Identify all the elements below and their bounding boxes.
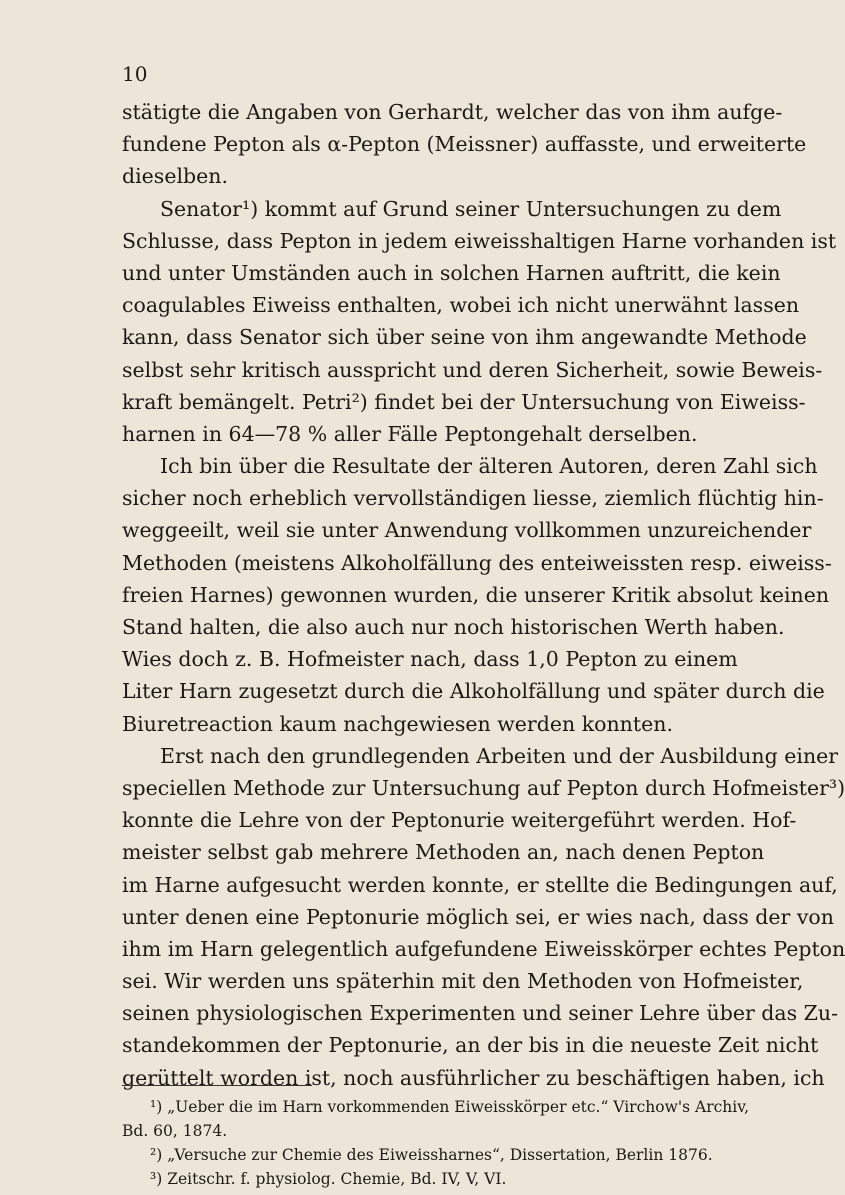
footnote-divider bbox=[122, 1085, 312, 1086]
body-text bbox=[122, 96, 845, 1094]
text-line: Liter Harn zugesetzt durch die Alkoholfällung und später durch die bbox=[122, 679, 825, 704]
text-line: Stand halten, die also auch nur noch historischen Werth haben. bbox=[122, 615, 785, 639]
text-line: Schlusse, dass Pepton in jedem eiweisshaltigen Harne vorhanden ist bbox=[122, 228, 837, 253]
text-line: ihm im Harn gelegentlich aufgefundene Eiweisskörper echtes Pepton bbox=[122, 936, 845, 961]
text-line: Senator¹) kommt auf Grund seiner Untersuchungen zu dem bbox=[160, 196, 782, 221]
text-line: speciellen Methode zur Untersuchung auf Pepton durch Hofmeister³) bbox=[122, 775, 845, 800]
text-line: coagulables Eiweiss enthalten, wobei ich nicht unerwähnt lassen bbox=[122, 293, 800, 318]
text-line: harnen in 64—78 % aller Fälle Peptongehalt derselben. bbox=[122, 421, 698, 446]
footnote-line: ¹) „Ueber die im Harn vorkommenden Eiweisskörper etc.“ Virchow's Archiv, bbox=[150, 1098, 750, 1116]
text-line: stätigte die Angaben von Gerhardt, welcher das von ihm aufge- bbox=[122, 100, 783, 124]
text-line: sei. Wir werden uns späterhin mit den Methoden von Hofmeister, bbox=[122, 969, 804, 994]
text-line: seinen physiologischen Experimenten und seiner Lehre über das Zu- bbox=[122, 1001, 839, 1026]
text-line: freien Harnes) gewonnen wurden, die unserer Kritik absolut keinen bbox=[122, 582, 830, 607]
text-line: standekommen der Peptonurie, an der bis in die neueste Zeit nicht bbox=[122, 1033, 819, 1058]
text-line: Erst nach den grundlegenden Arbeiten und der Ausbildung einer bbox=[160, 743, 839, 768]
text-line: konnte die Lehre von der Peptonurie weitergeführt werden. Hof- bbox=[122, 808, 797, 833]
footnotes bbox=[122, 1095, 750, 1191]
text-line: unter denen eine Peptonurie möglich sei, er wies nach, dass der von bbox=[122, 904, 834, 929]
text-line: weggeeilt, weil sie unter Anwendung vollkommen unzureichender bbox=[122, 518, 812, 543]
text-line: und unter Umständen auch in solchen Harnen auftritt, die kein bbox=[122, 260, 781, 285]
page-number: 10 bbox=[122, 62, 148, 86]
text-line: kann, dass Senator sich über seine von ihm angewandte Methode bbox=[122, 325, 807, 350]
text-line: gerüttelt worden ist, noch ausführlicher zu beschäftigen haben, ich bbox=[122, 1065, 825, 1090]
text-line: Methoden (meistens Alkoholfällung des enteiweissten resp. eiweiss- bbox=[122, 550, 832, 575]
text-line: fundene Pepton als α-Pepton (Meissner) auffasste, und erweiterte bbox=[122, 132, 807, 157]
text-line: selbst sehr kritisch ausspricht und deren Sicherheit, sowie Beweis- bbox=[122, 357, 823, 382]
text-line: im Harne aufgesucht werden konnte, er stellte die Bedingungen auf, bbox=[122, 872, 838, 897]
text-line: Ich bin über die Resultate der älteren Autoren, deren Zahl sich bbox=[160, 454, 818, 479]
text-line: Wies doch z. B. Hofmeister nach, dass 1,0 Pepton zu einem bbox=[122, 647, 738, 672]
text-line: dieselben. bbox=[122, 164, 228, 189]
text-line: Biuretreaction kaum nachgewiesen werden konnten. bbox=[122, 711, 673, 736]
text-line: meister selbst gab mehrere Methoden an, nach denen Pepton bbox=[122, 840, 765, 865]
footnote-line: ²) „Versuche zur Chemie des Eiweissharnes“, Dissertation, Berlin 1876. bbox=[150, 1146, 713, 1164]
footnote-line: Bd. 60, 1874. bbox=[122, 1122, 228, 1140]
text-line: kraft bemängelt. Petri²) findet bei der Untersuchung von Eiweiss- bbox=[122, 389, 806, 414]
footnote-line: ³) Zeitschr. f. physiolog. Chemie, Bd. IV, V, VI. bbox=[150, 1170, 507, 1188]
text-line: sicher noch erheblich vervollständigen liesse, ziemlich flüchtig hin- bbox=[122, 486, 824, 511]
